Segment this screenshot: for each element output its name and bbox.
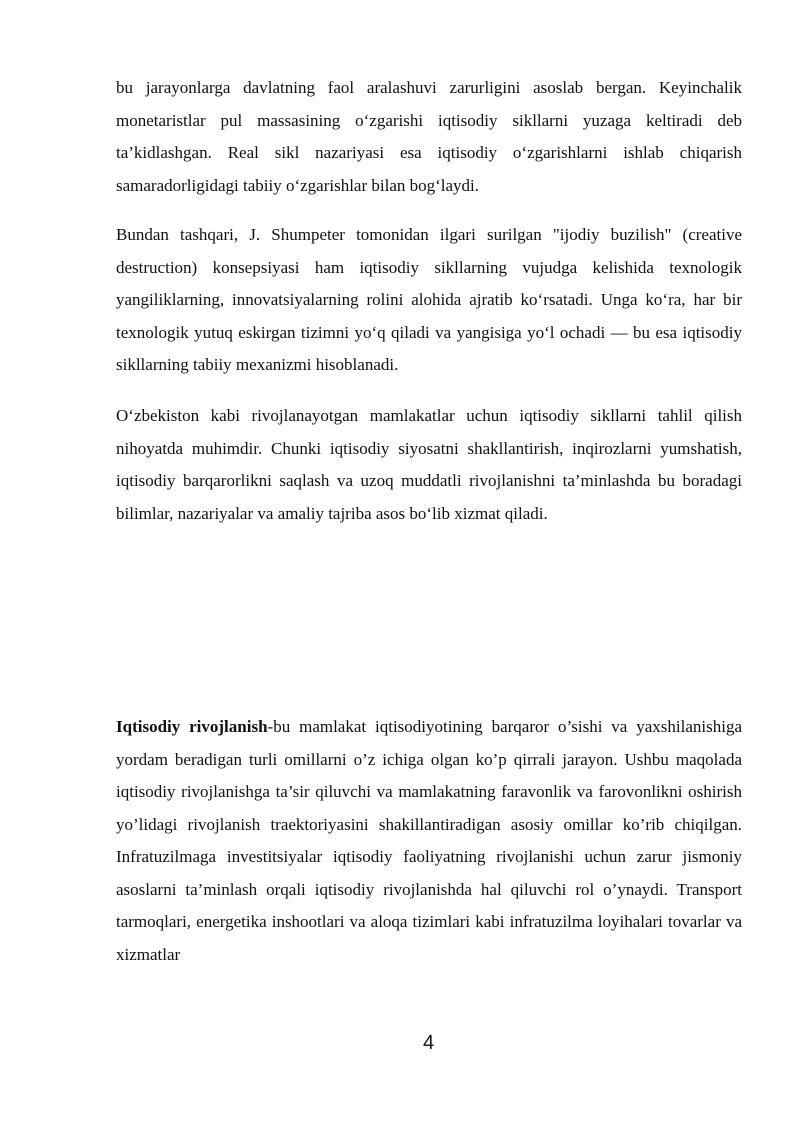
page-number: 4 bbox=[422, 1032, 435, 1054]
economic-development-term: Iqtisodiy rivojlanish bbox=[116, 717, 268, 736]
economic-development-text: -bu mamlakat iqtisodiyotining barqaror o’sishi va yaxshilanishiga yordam beradigan turli omillarni o’z ichiga olgan ko’p qirrali jarayon. Ushbu maqolada iqtisodiy rivojlanishga ta’sir qiluvchi va mamlakatning faravonlik va farovonlikni oshirish yo’lidagi rivojlanish traektoriyasini shakillantiradigan asosiy omillar ko’rib chiqilgan. Infratuzilmaga investitsiyalar iqtisodiy faoliyatning rivojlanishi uchun zarur jismoniy asoslarni ta’minlash orqali iqtisodiy rivojlanishda hal qiluvchi rol o’ynaydi. Transport tarmoqlari, energetika inshootlari va aloqa tizimlari kabi infratuzilma loyihalari tovarlar va xizmatlar bbox=[116, 717, 742, 964]
paragraph-economic-development bbox=[116, 711, 742, 971]
paragraph-creative-destruction: Bundan tashqari, J. Shumpeter tomonidan ilgari surilgan "ijodiy buzilish" (creative destruction) konsepsiyasi ham iqtisodiy sikllarning vujudga kelishida texnologik yangiliklarning, innovatsiyalarning rolini alohida ajratib ko‘rsatadi. Unga ko‘ra, har bir texnologik yutuq eskirgan tizimni yo‘q qiladi va yangisiga yo‘l ochadi — bu esa iqtisodiy sikllarning tabiiy mexanizmi hisoblanadi. bbox=[116, 225, 742, 374]
paragraph-uzbekistan: O‘zbekiston kabi rivojlanayotgan mamlakatlar uchun iqtisodiy sikllarni tahlil qilish nihoyatda muhimdir. Chunki iqtisodiy siyosatni shakllantirish, inqirozlarni yumshatish, iqtisodiy barqarorlikni saqlash va uzoq muddatli rivojlanishni ta’minlashda bu boradagi bilimlar, nazariyalar va amaliy tajriba asos bo‘lib xizmat qiladi. bbox=[116, 406, 742, 523]
paragraph-intro-continuation: bu jarayonlarga davlatning faol aralashuvi zarurligini asoslab bergan. Keyinchalik monetaristlar pul massasining o‘zgarishi iqtisodiy sikllarni yuzaga keltiradi deb ta’kidlashgan. Real sikl nazariyasi esa iqtisodiy o‘zgarishlarni ishlab chiqarish samaradorligidagi tabiiy o‘zgarishlar bilan bog‘laydi. bbox=[116, 78, 742, 195]
